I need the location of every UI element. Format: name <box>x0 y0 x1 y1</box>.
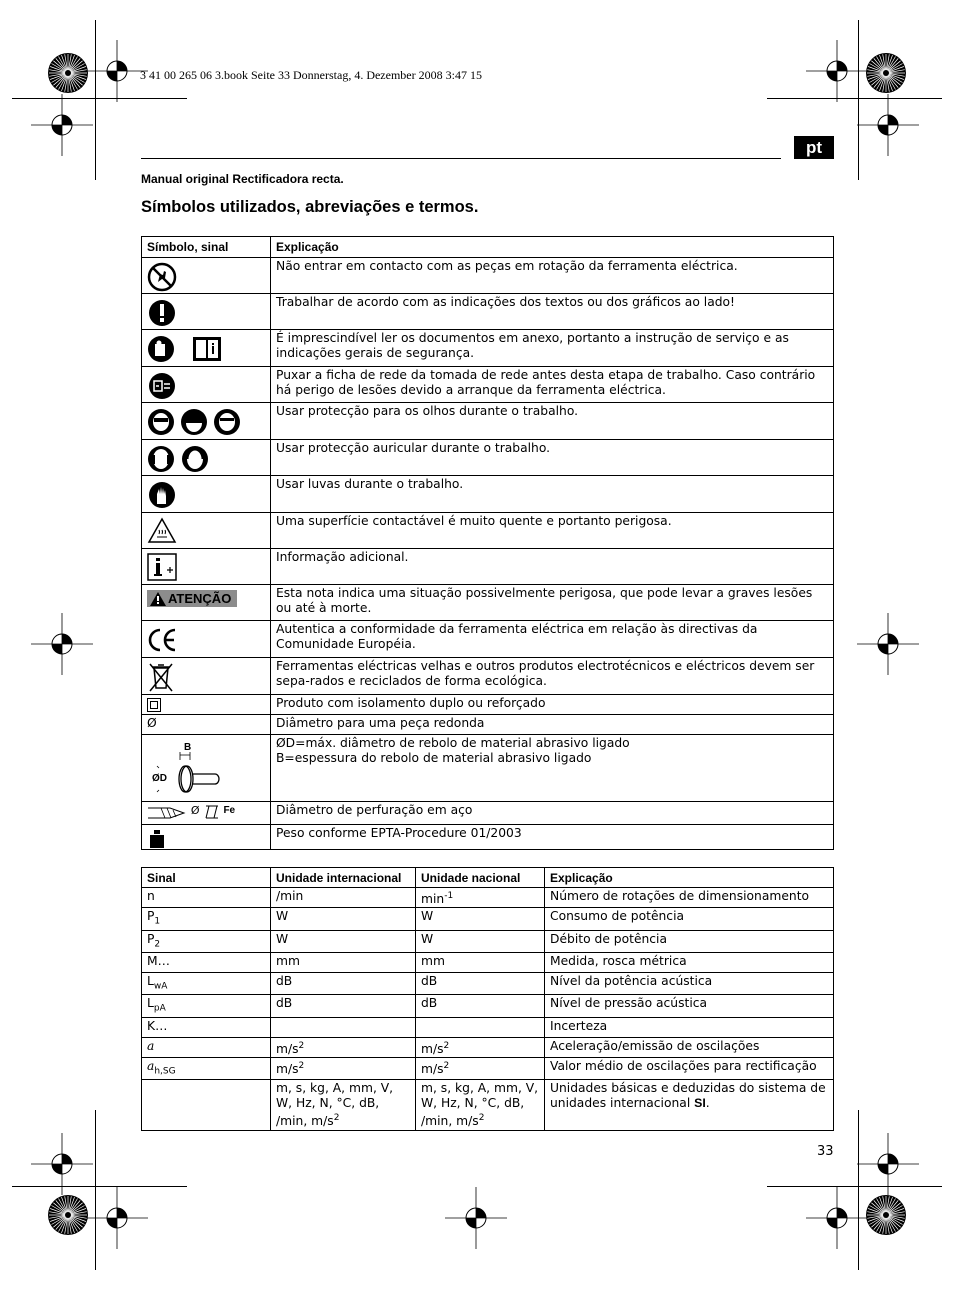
cell-nat <box>416 1017 545 1037</box>
row-text: Informação adicional. <box>271 549 834 585</box>
si-end: . <box>705 1096 710 1111</box>
eye-protection-icon <box>147 407 243 437</box>
drill-steel-icon <box>147 804 187 822</box>
table-row <box>142 658 834 695</box>
cell-expl <box>545 973 834 995</box>
registration-starburst <box>864 1193 908 1237</box>
cell-sinal-value: K… <box>147 1018 168 1033</box>
table-row <box>142 621 834 658</box>
cell-sinal <box>142 930 271 952</box>
cell-sinal <box>142 1037 271 1057</box>
cell-intl <box>271 1037 416 1057</box>
cell-nat-value: dB <box>421 974 438 988</box>
cell-nat-value: dB <box>421 996 438 1011</box>
table-row <box>142 1080 834 1130</box>
nat-units-list: m, s, kg, A, mm, V, W, Hz, N, °C, dB, /min, m/s <box>421 1081 539 1129</box>
cell-nat-value: W <box>421 909 434 924</box>
cell-intl <box>271 973 416 995</box>
cell-sinal-value: a <box>147 1038 155 1053</box>
cell-nat <box>416 1058 545 1080</box>
row-text: Diâmetro de perfuração em aço <box>271 802 834 825</box>
trim-line <box>12 98 187 99</box>
hot-surface-icon <box>147 517 177 545</box>
row-text: Não entrar em contacto com as peças em rotação da ferramenta eléctrica. <box>271 258 834 294</box>
cell-nat <box>416 908 545 930</box>
cell-nat <box>416 973 545 995</box>
registration-starburst <box>46 51 90 95</box>
attention-exclamation-icon <box>147 298 177 328</box>
diameter-icon: Ø <box>142 715 271 735</box>
symbols-table-header <box>142 237 834 258</box>
header-rule <box>141 158 781 159</box>
trim-line <box>95 20 96 180</box>
row-text: Esta nota indica uma situação possivelmente perigosa, que pode levar a graves lesões ou até à morte. <box>271 585 834 621</box>
cell-nat <box>416 1037 545 1057</box>
cell-expl-value: Número de rotações de dimensionamento <box>550 889 810 903</box>
cell-intl-value: /min <box>276 889 304 903</box>
cell-intl <box>271 995 416 1017</box>
symbols-table <box>141 236 834 850</box>
weight-icon <box>147 829 167 849</box>
cell-nat-value: mm <box>421 954 445 968</box>
cell-expl-value: Aceleração/emissão de oscilações <box>550 1038 760 1053</box>
cell-expl <box>545 995 834 1017</box>
cell-expl-value: Valor médio de oscilações para rectificação <box>550 1059 817 1073</box>
row-text: Autentica a conformidade da ferramenta eléctrica em relação às directivas da Comunidade Européia. <box>271 621 834 658</box>
table-row <box>142 802 834 825</box>
cell-sinal-subscript: h,SG <box>154 1066 176 1077</box>
table-row <box>142 585 834 621</box>
cell-sinal-subscript: 2 <box>154 939 161 949</box>
cell-nat-superscript: 2 <box>443 1061 450 1071</box>
label-b: B <box>184 742 192 753</box>
cell-intl-value: W <box>276 931 289 946</box>
cell-nat-value: m/s <box>421 1042 444 1056</box>
cell-sinal-value: L <box>147 996 154 1011</box>
cell-intl <box>271 930 416 952</box>
table-row <box>142 888 834 908</box>
trim-line <box>12 1186 187 1187</box>
print-info-line: 3 41 00 265 06 3.book Seite 33 Donnerstag, 4. Dezember 2008 3:47 15 <box>140 68 482 82</box>
cell-sinal <box>142 1058 271 1080</box>
table-row <box>142 476 834 513</box>
header-explanation: Explicação <box>271 237 834 258</box>
table-row <box>142 1037 834 1057</box>
table-row <box>142 695 834 715</box>
manual-title: Manual original Rectificadora recta. <box>141 172 344 186</box>
gloves-icon <box>147 480 177 510</box>
cell-sinal <box>142 1017 271 1037</box>
row-text: Uma superfície contactável é muito quente e portanto perigosa. <box>271 513 834 549</box>
cell-sinal-value: L <box>147 974 154 988</box>
table-row <box>142 825 834 850</box>
warning-triangle-icon <box>150 592 166 606</box>
row-text: Trabalhar de acordo com as indicações dos textos ou dos gráficos ao lado! <box>271 294 834 330</box>
units-table <box>141 867 834 1131</box>
cell-expl-value: Nível da potência acústica <box>550 974 713 988</box>
table-row <box>142 953 834 973</box>
cell-intl <box>271 953 416 973</box>
cell-nat <box>416 953 545 973</box>
table-row <box>142 930 834 952</box>
table-row <box>142 549 834 585</box>
table-row <box>142 1058 834 1080</box>
cell-nat-value: min <box>421 892 445 907</box>
header-intl: Unidade internacional <box>271 868 416 888</box>
row-text: Usar protecção auricular durante o trabalho. <box>271 440 834 476</box>
cell-nat <box>416 888 545 908</box>
table-row <box>142 440 834 476</box>
cell-expl-value: Incerteza <box>550 1018 608 1033</box>
cell-intl-superscript: 2 <box>298 1061 305 1071</box>
trim-line <box>858 1110 859 1270</box>
cell-sinal <box>142 888 271 908</box>
row-text: É imprescindível ler os documentos em anexo, portanto a instrução de serviço e as indicações gerais de segurança. <box>271 330 834 367</box>
cell-sinal-subscript: pA <box>153 1003 166 1014</box>
registration-starburst <box>864 51 908 95</box>
table-row <box>142 973 834 995</box>
label-d: ØD <box>152 773 167 784</box>
row-text: Peso conforme EPTA-Procedure 01/2003 <box>271 825 834 850</box>
table-row <box>142 294 834 330</box>
table-row <box>142 258 834 294</box>
diameter-symbol: Ø <box>190 804 200 817</box>
cell-expl <box>545 1017 834 1037</box>
cell-sinal-value: n <box>147 889 155 903</box>
cell-intl-value: mm <box>276 954 300 968</box>
header-expl: Explicação <box>545 868 834 888</box>
cell-intl-value: m/s <box>276 1062 299 1077</box>
header-symbol: Símbolo, sinal <box>142 237 271 258</box>
table-row <box>142 403 834 440</box>
ce-mark-icon <box>147 627 177 653</box>
cell-intl <box>271 1017 416 1037</box>
table-row <box>142 330 834 367</box>
cell-sinal <box>142 908 271 930</box>
trim-line <box>767 98 942 99</box>
registration-crosshair <box>857 613 919 675</box>
cell-nat-superscript: 2 <box>443 1040 450 1051</box>
unplug-icon <box>147 371 177 401</box>
cell-intl-value: m/s <box>276 1042 299 1056</box>
table-row <box>142 1017 834 1037</box>
row-text-secondary: B=espessura do rebolo de material abrasivo ligado <box>276 751 592 765</box>
info-icon <box>147 553 177 581</box>
units-table-header <box>142 868 834 888</box>
read-manual-icon <box>147 334 227 364</box>
cell-intl <box>271 908 416 930</box>
header-nat: Unidade nacional <box>416 868 545 888</box>
cell-expl-value: Débito de potência <box>550 931 668 946</box>
cell-nat <box>416 995 545 1017</box>
cell-expl-value: Consumo de potência <box>550 909 685 924</box>
cell-expl <box>545 1037 834 1057</box>
cell-sinal <box>142 973 271 995</box>
cell-expl <box>545 888 834 908</box>
double-insulation-icon <box>147 698 161 712</box>
table-row <box>142 513 834 549</box>
table-row <box>142 367 834 403</box>
trim-line <box>767 1186 942 1187</box>
cell-intl-value: dB <box>276 974 293 988</box>
cell-nat-value: W <box>421 931 434 946</box>
row-text: ØD=máx. diâmetro de rebolo de material abrasivo ligado <box>276 736 630 750</box>
page-number: 33 <box>817 1144 834 1159</box>
cell-nat-value: m/s <box>421 1062 444 1077</box>
row-text: Usar luvas durante o trabalho. <box>271 476 834 513</box>
warning-badge-label: ATENÇÃO <box>168 591 232 606</box>
table-row <box>142 735 834 802</box>
cell-sinal <box>142 953 271 973</box>
cell-expl-value: Nível de pressão acústica <box>550 996 708 1011</box>
row-text: Ferramentas eléctricas velhas e outros produtos electrotécnicos e eléctricos devem ser sepa-rados e reciclados de forma ecológica. <box>271 658 834 695</box>
cell-sinal-subscript: 1 <box>154 916 161 927</box>
trim-line <box>95 1110 96 1270</box>
intl-units-list: m, s, kg, A, mm, V, W, Hz, N, °C, dB, /min, m/s <box>276 1081 394 1129</box>
si-explanation: Unidades básicas e deduzidas do sistema de unidades internacional <box>550 1081 826 1111</box>
label-fe: Fe <box>223 805 236 816</box>
cell-intl-superscript: 2 <box>298 1040 305 1051</box>
cell-intl <box>271 888 416 908</box>
cell-sinal-value: M… <box>147 954 170 968</box>
intl-units-sup: 2 <box>333 1113 340 1124</box>
registration-crosshair <box>445 1187 507 1249</box>
cell-intl-value: W <box>276 909 289 924</box>
nat-units-sup: 2 <box>478 1113 485 1124</box>
cell-nat <box>416 930 545 952</box>
row-text: Produto com isolamento duplo ou reforçado <box>271 695 834 715</box>
row-text: Puxar a ficha de rede da tomada de rede antes desta etapa de trabalho. Caso contrário há perigo de lesões devido a arranque da ferramenta eléctrica. <box>271 367 834 403</box>
registration-starburst <box>46 1193 90 1237</box>
cell-expl-value: Medida, rosca métrica <box>550 954 687 968</box>
row-text: Diâmetro para uma peça redonda <box>271 715 834 735</box>
steel-profile-icon <box>204 804 220 820</box>
header-sinal: Sinal <box>142 868 271 888</box>
cell-expl <box>545 953 834 973</box>
row-text: Usar protecção para os olhos durante o trabalho. <box>271 403 834 440</box>
cell-expl <box>545 1058 834 1080</box>
cell-sinal-value: a <box>147 1059 155 1073</box>
crossed-bin-icon <box>147 661 175 693</box>
table-row <box>142 908 834 930</box>
cell-nat-superscript: -1 <box>444 891 454 901</box>
cell-expl <box>545 908 834 930</box>
ear-protection-icon <box>147 444 211 474</box>
cell-sinal-value: P <box>147 931 155 946</box>
units-table-body <box>142 888 834 1080</box>
si-label: SI <box>694 1096 706 1111</box>
table-row <box>142 715 834 735</box>
registration-crosshair <box>31 613 93 675</box>
section-title: Símbolos utilizados, abreviações e termos. <box>141 198 479 216</box>
trim-line <box>858 20 859 180</box>
cell-expl <box>545 930 834 952</box>
cell-intl <box>271 1058 416 1080</box>
cell-sinal-subscript: wA <box>153 981 168 992</box>
table-row <box>142 995 834 1017</box>
cell-sinal-value: P <box>147 909 155 924</box>
language-tag: pt <box>794 136 834 159</box>
registration-crosshair <box>31 94 93 156</box>
warning-badge <box>147 590 237 607</box>
registration-crosshair <box>857 94 919 156</box>
cell-sinal <box>142 995 271 1017</box>
cell-intl-value: dB <box>276 996 293 1011</box>
no-touch-rotating-icon <box>147 262 177 292</box>
